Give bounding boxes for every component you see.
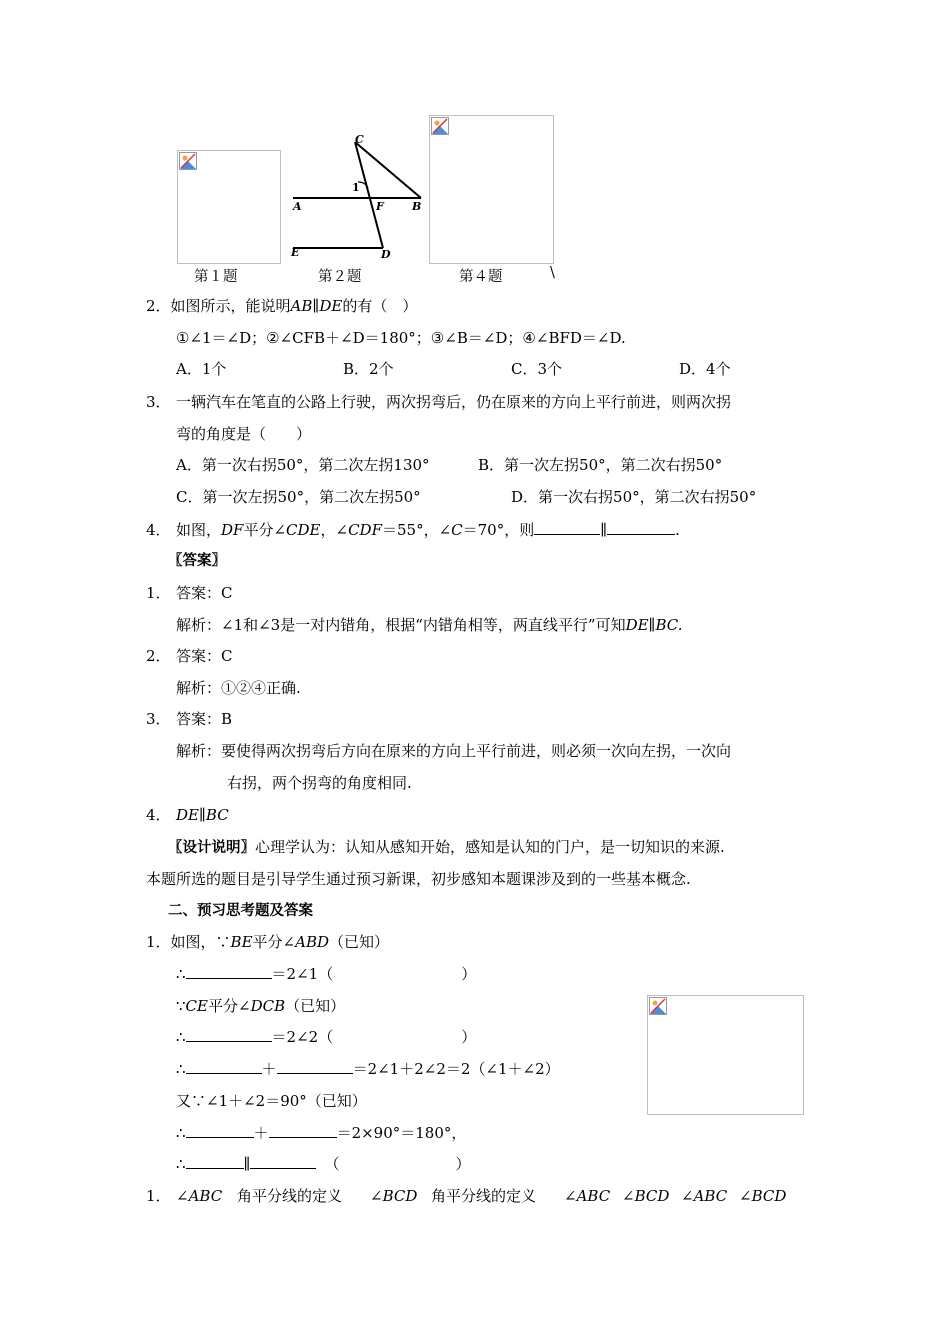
section-2-figure-image xyxy=(647,995,804,1115)
answer-blank xyxy=(277,1059,353,1074)
answer-blank xyxy=(186,1027,272,1042)
proof-line-7: ∴ ∥ （ ） xyxy=(176,1155,471,1173)
answer-blank xyxy=(186,1123,254,1138)
answer-blank xyxy=(269,1123,337,1138)
answer-2: 答案：C xyxy=(176,647,233,665)
answer-4-number: 4． xyxy=(146,806,171,824)
label-C: C xyxy=(355,133,364,146)
section-2-answer-item: ∠ABC xyxy=(176,1187,223,1205)
section-2-answer-item: ∠ABC xyxy=(681,1187,728,1205)
answer-blank xyxy=(607,520,675,535)
design-note-line2: 本题所选的题目是引导学生通过预习新课，初步感知本题课涉及到的一些基本概念. xyxy=(146,870,691,888)
answer-1-explanation: 解析：∠1和∠3是一对内错角，根据“内错角相等，两直线平行”可知DE∥BC. xyxy=(176,616,683,634)
answer-blank xyxy=(186,1059,262,1074)
answer-4: DE∥BC xyxy=(176,806,229,824)
q3-option-a: A．第一次右拐50°，第二次左拐130° xyxy=(176,456,430,474)
proof-line-2: ∵CE平分∠DCB（已知） xyxy=(176,997,346,1015)
section-2-answer-number: 1． xyxy=(146,1187,171,1205)
q3-stem-line1: 一辆汽车在笔直的公路上行驶，两次拐弯后，仍在原来的方向上平行前进，则两次拐 xyxy=(176,393,732,411)
q2-option-c: C．3个 xyxy=(511,360,563,378)
q2-conditions: ①∠1＝∠D；②∠CFB＋∠D＝180°；③∠B＝∠D；④∠BFD＝∠D. xyxy=(176,329,626,347)
section-2-heading: 二、预习思考题及答案 xyxy=(168,903,313,919)
q2-option-b: B．2个 xyxy=(343,360,394,378)
section-2-q1-stem: 1．如图，∵BE平分∠ABD（已知） xyxy=(146,933,390,951)
section-2-answer-item: ∠BCD xyxy=(622,1187,670,1205)
section-2-answer-item: ∠BCD xyxy=(370,1187,418,1205)
answer-3-explanation-line1: 解析：要使得两次拐弯后方向在原来的方向上平行前进，则必须一次向左拐，一次向 xyxy=(176,742,732,760)
section-2-answer-item: ∠BCD xyxy=(739,1187,787,1205)
answer-blank xyxy=(186,1154,244,1169)
proof-line-3: ∴ ＝2∠2（ ） xyxy=(176,1028,477,1046)
q2-option-d: D．4个 xyxy=(679,360,731,378)
proof-line-5: 又∵∠1＋∠2＝90°（已知） xyxy=(176,1092,367,1110)
figure-1-caption: 第１题 xyxy=(194,269,238,285)
figure-2-diagram xyxy=(285,130,425,260)
label-B: B xyxy=(412,200,422,213)
proof-line-6: ∴ ＋ ＝2×90°＝180°， xyxy=(176,1124,467,1142)
section-2-answer-item: 角平分线的定义 xyxy=(237,1187,343,1205)
q4-number: 4． xyxy=(146,521,171,539)
label-1: 1 xyxy=(352,181,360,194)
section-2-answer-item: ∠ABC xyxy=(564,1187,611,1205)
answer-2-explanation: 解析：①②④正确. xyxy=(176,679,301,697)
broken-image-icon xyxy=(179,152,197,170)
answers-heading: 〖答案〗 xyxy=(168,553,226,569)
answer-blank xyxy=(534,520,600,535)
broken-image-icon xyxy=(431,117,449,135)
proof-line-4: ∴ ＋ ＝2∠1＋2∠2＝2（∠1＋∠2） xyxy=(176,1060,560,1078)
label-F: F xyxy=(376,200,384,213)
broken-image-icon xyxy=(649,997,667,1015)
q2-option-a: A．1个 xyxy=(176,360,227,378)
q4-stem: 如图，DF平分∠CDE，∠CDF＝55°，∠C＝70°，则 ∥ . xyxy=(176,521,680,539)
q2-stem: 2．如图所示，能说明AB∥DE的有（ ） xyxy=(146,297,418,315)
label-A: A xyxy=(293,200,302,213)
q3-stem-line2: 弯的角度是（ ） xyxy=(176,425,312,443)
proof-line-1: ∴ ＝2∠1（ ） xyxy=(176,965,477,983)
answer-3: 答案：B xyxy=(176,710,233,728)
q3-option-b: B．第一次左拐50°，第二次右拐50° xyxy=(478,456,723,474)
stray-backslash: \ xyxy=(550,265,555,281)
answer-blank xyxy=(186,964,272,979)
answer-1: 答案：C xyxy=(176,584,233,602)
figure-4-image xyxy=(429,115,554,264)
answer-2-number: 2． xyxy=(146,647,171,665)
figure-1-image xyxy=(177,150,281,264)
design-note-line1: 〖设计说明〗心理学认为：认知从感知开始，感知是认知的门户，是一切知识的来源. xyxy=(168,838,725,856)
q3-option-c: C．第一次左拐50°，第二次左拐50° xyxy=(176,488,421,506)
q3-option-d: D．第一次右拐50°，第二次右拐50° xyxy=(511,488,757,506)
answer-3-explanation-line2: 右拐，两个拐弯的角度相同. xyxy=(227,774,412,792)
label-E: E xyxy=(291,246,300,259)
answer-3-number: 3． xyxy=(146,710,171,728)
figure-4-caption: 第４题 xyxy=(459,269,503,285)
section-2-answer-item: 角平分线的定义 xyxy=(431,1187,537,1205)
label-D: D xyxy=(381,248,391,260)
answer-1-number: 1． xyxy=(146,584,171,602)
q3-number: 3． xyxy=(146,393,171,411)
figure-2-caption: 第２题 xyxy=(318,269,362,285)
answer-blank xyxy=(250,1154,316,1169)
